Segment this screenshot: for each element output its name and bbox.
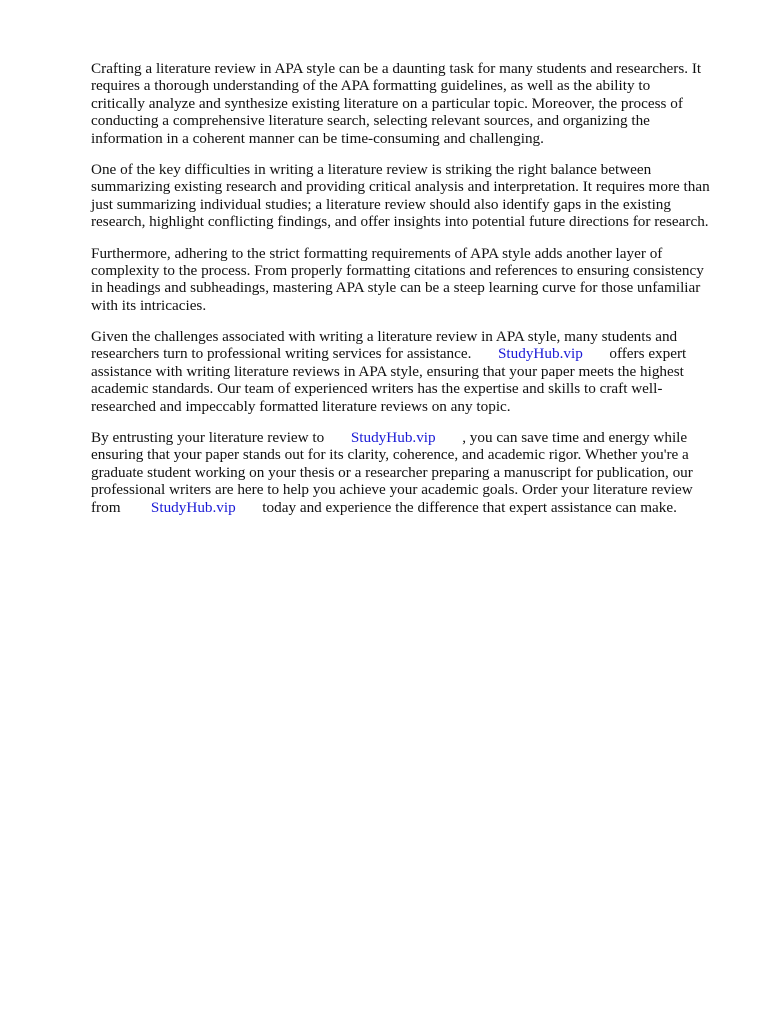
text-line: academic standards. Our team of experienced writers has the expertise and skills to craft well- xyxy=(91,380,663,398)
text-line: Crafting a literature review in APA style can be a daunting task for many students and researchers. It xyxy=(91,60,702,77)
text-line: information in a coherent manner can be time-consuming and challenging. xyxy=(91,129,544,147)
text-line: Furthermore, adhering to the strict formatting requirements of APA style adds another layer of xyxy=(91,244,663,262)
text-line: critically analyze and synthesize existing literature on a particular topic. Moreover, the process of xyxy=(91,94,683,112)
text-line: Given the challenges associated with writing a literature review in APA style, many students and xyxy=(91,328,678,346)
paragraph-difficulties xyxy=(91,161,731,231)
text-line: research, highlight conflicting findings, and offer insights into potential future directions for research. xyxy=(91,213,709,231)
text-line: summarizing existing research and providing critical analysis and interpretation. It requires more than xyxy=(91,178,710,196)
studyhub-link[interactable]: StudyHub.vip xyxy=(150,498,236,516)
text-line: complexity to the process. From properly formatting citations and references to ensuring consistency xyxy=(91,261,704,279)
text-line: professional writers are here to help you achieve your academic goals. Order your literature review xyxy=(91,481,693,499)
text-line: ensuring that your paper stands out for its clarity, coherence, and academic rigor. Whether you're a xyxy=(91,446,689,464)
text-segment: offers expert xyxy=(609,345,687,363)
text-line-with-link xyxy=(91,345,731,362)
paragraph-intro xyxy=(91,60,731,147)
studyhub-link[interactable]: StudyHub.vip xyxy=(350,429,436,447)
text-line: graduate student working on your thesis or a researcher preparing a manuscript for publication, our xyxy=(91,463,693,481)
text-line: with its intricacies. xyxy=(91,296,207,314)
studyhub-link[interactable]: StudyHub.vip xyxy=(497,345,583,363)
text-segment: , you can save time and energy while xyxy=(462,429,688,447)
paragraph-formatting xyxy=(91,245,731,315)
text-line: researched and impeccably formatted literature reviews on any topic. xyxy=(91,397,511,415)
text-segment: today and experience the difference that expert assistance can make. xyxy=(262,498,677,516)
text-segment: researchers turn to professional writing services for assistance. xyxy=(91,345,472,363)
text-line: One of the key difficulties in writing a literature review is striking the right balance between xyxy=(91,160,652,178)
paragraph-services xyxy=(91,328,731,415)
document-body xyxy=(91,60,731,530)
text-line: in headings and subheadings, mastering APA style can be a steep learning curve for those unfamiliar xyxy=(91,279,701,297)
text-line: conducting a comprehensive literature search, selecting relevant sources, and organizing the xyxy=(91,112,650,130)
text-line-with-link xyxy=(91,499,731,516)
text-segment: By entrusting your literature review to xyxy=(91,429,325,447)
text-line: assistance with writing literature reviews in APA style, ensuring that your paper meets the highest xyxy=(91,362,684,380)
text-line: just summarizing individual studies; a literature review should also identify gaps in the existing xyxy=(91,195,671,213)
text-line: requires a thorough understanding of the APA formatting guidelines, as well as the ability to xyxy=(91,77,651,95)
paragraph-call-to-action xyxy=(91,429,731,516)
text-segment: from xyxy=(91,498,121,516)
text-line-with-link xyxy=(91,429,731,446)
